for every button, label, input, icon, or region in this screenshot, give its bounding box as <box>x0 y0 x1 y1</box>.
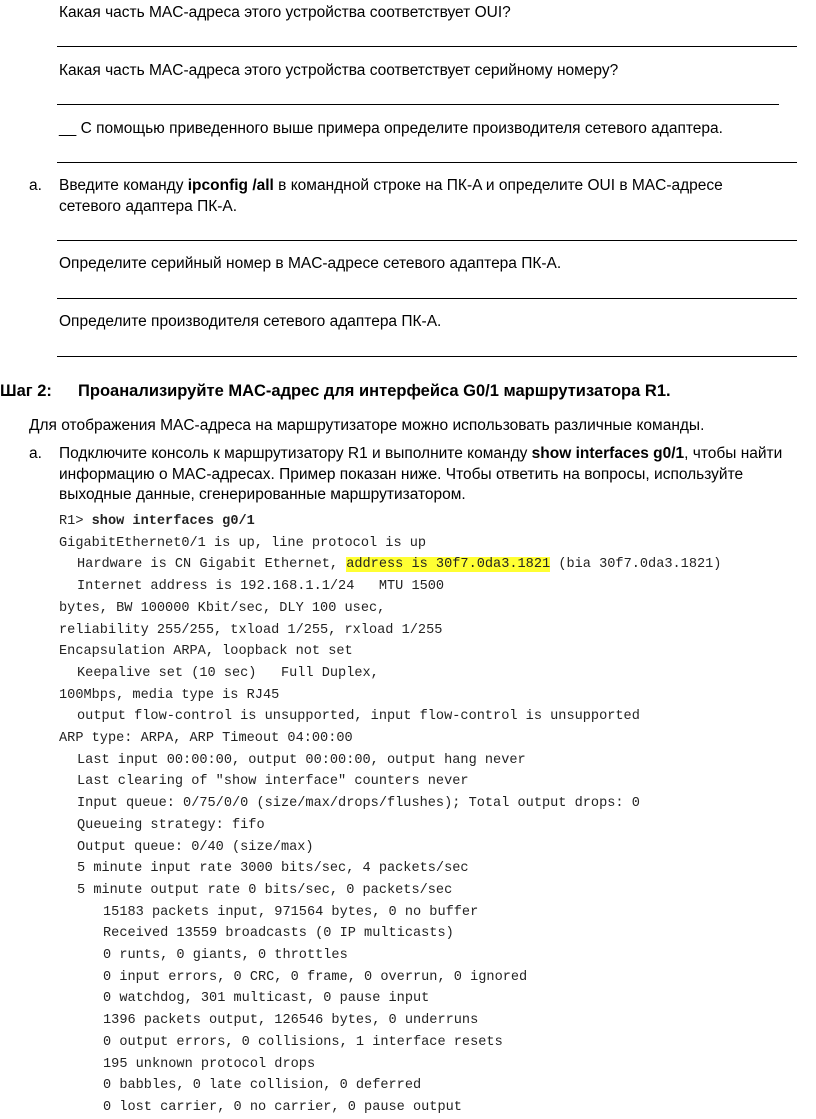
terminal-hw-before: Hardware is CN Gigabit Ethernet, <box>77 557 347 573</box>
terminal-line: 100Mbps, media type is RJ45 <box>59 687 280 703</box>
terminal-command: show interfaces g0/1 <box>91 514 255 529</box>
question-manufacturer-text: С помощью приведенного выше примера определите производителя сетевого адаптера. <box>80 120 723 137</box>
answer-line-serial[interactable] <box>57 104 779 105</box>
terminal-line: 0 output errors, 0 collisions, 1 interface resets <box>103 1034 503 1050</box>
terminal-prompt-line <box>59 511 721 533</box>
terminal-line: 0 lost carrier, 0 no carrier, 0 pause output <box>103 1099 462 1115</box>
terminal-line: 1396 packets output, 126546 bytes, 0 underruns <box>103 1013 479 1029</box>
terminal-line: 5 minute output rate 0 bits/sec, 0 packets/sec <box>77 882 453 898</box>
blank-prefix: __ <box>59 120 77 137</box>
step2-a-text-before: Подключите консоль к маршрутизатору R1 и выполните команду <box>59 445 532 462</box>
step2-a-text-after: , чтобы найти информацию о MAC-адресах. Пример показан ниже. Чтобы ответить на вопросы, используйте выходные данные, сгенерированные маршрутизатором. <box>59 445 783 503</box>
question-pc-serial: Определите серийный номер в MAC-адресе сетевого адаптера ПК-A. <box>59 255 562 272</box>
answer-line-pc-serial[interactable] <box>57 298 797 299</box>
terminal-line: 15183 packets input, 971564 bytes, 0 no buffer <box>103 904 479 920</box>
terminal-line: Queueing strategy: fifo <box>77 817 265 833</box>
substep-a-body <box>29 175 789 217</box>
answer-line-pc-oui[interactable] <box>57 240 797 241</box>
terminal-line: bytes, BW 100000 Kbit/sec, DLY 100 usec, <box>59 600 386 616</box>
terminal-line: 5 minute input rate 3000 bits/sec, 4 packets/sec <box>77 861 469 877</box>
terminal-line: Keepalive set (10 sec) Full Duplex, <box>77 665 379 681</box>
terminal-line: 195 unknown protocol drops <box>103 1056 316 1072</box>
question-oui: Какая часть MAC-адреса этого устройства соответствует OUI? <box>59 4 511 21</box>
step2-number: Шаг 2: <box>0 382 52 400</box>
terminal-line: Internet address is 192.168.1.1/24 MTU 1500 <box>77 579 445 595</box>
substep-a-text-after: в командной строке на ПК-A и определите OUI в MAC-адресе сетевого адаптера ПК-A. <box>59 177 723 215</box>
step2-a-command: show interfaces g0/1 <box>531 445 685 462</box>
terminal-line: Output queue: 0/40 (size/max) <box>77 839 314 855</box>
terminal-prompt: R1> <box>59 514 92 529</box>
terminal-line: Received 13559 broadcasts (0 IP multicasts) <box>103 926 454 942</box>
terminal-line: 0 babbles, 0 late collision, 0 deferred <box>103 1078 422 1094</box>
terminal-line: 0 input errors, 0 CRC, 0 frame, 0 overrun, 0 ignored <box>103 969 528 985</box>
terminal-output <box>59 511 721 1119</box>
terminal-line: 0 watchdog, 301 multicast, 0 pause input <box>103 991 430 1007</box>
answer-line-oui[interactable] <box>57 46 797 47</box>
question-pc-manufacturer: Определите производителя сетевого адаптера ПК-A. <box>59 313 442 330</box>
question-manufacturer <box>59 119 723 139</box>
terminal-line: Last clearing of "show interface" counters never <box>77 774 469 790</box>
step2-intro: Для отображения MAC-адреса на маршрутизаторе можно использовать различные команды. <box>29 417 705 434</box>
substep-a <box>29 175 789 217</box>
terminal-line: Input queue: 0/75/0/0 (size/max/drops/flushes); Total output drops: 0 <box>77 796 640 812</box>
terminal-hw-after: (bia 30f7.0da3.1821) <box>550 557 722 573</box>
substep-a-command: ipconfig /all <box>187 177 274 194</box>
mac-address-highlight: address is 30f7.0da3.1821 <box>346 557 551 573</box>
answer-line-manufacturer[interactable] <box>57 162 797 163</box>
substep-a-marker: a. <box>29 177 42 194</box>
terminal-line: Last input 00:00:00, output 00:00:00, output hang never <box>77 752 526 768</box>
terminal-line: 0 runts, 0 giants, 0 throttles <box>103 948 348 964</box>
step2-title: Проанализируйте MAC-адрес для интерфейса G0/1 маршрутизатора R1. <box>78 382 671 400</box>
step2-substep-a <box>29 444 789 506</box>
terminal-line: output flow-control is unsupported, input flow-control is unsupported <box>77 709 640 725</box>
question-serial: Какая часть MAC-адреса этого устройства соответствует серийному номеру? <box>59 62 619 79</box>
substep-a-text-before: Введите команду <box>59 177 188 194</box>
step2-a-body <box>29 444 789 506</box>
step2-a-marker: a. <box>29 445 42 462</box>
terminal-line: Encapsulation ARPA, loopback not set <box>59 644 353 660</box>
terminal-line: ARP type: ARPA, ARP Timeout 04:00:00 <box>59 731 353 747</box>
terminal-hardware-line <box>59 554 721 576</box>
answer-line-pc-manufacturer[interactable] <box>57 356 797 357</box>
terminal-line: reliability 255/255, txload 1/255, rxload 1/255 <box>59 622 443 638</box>
terminal-line: GigabitEthernet0/1 is up, line protocol is up <box>59 535 427 551</box>
